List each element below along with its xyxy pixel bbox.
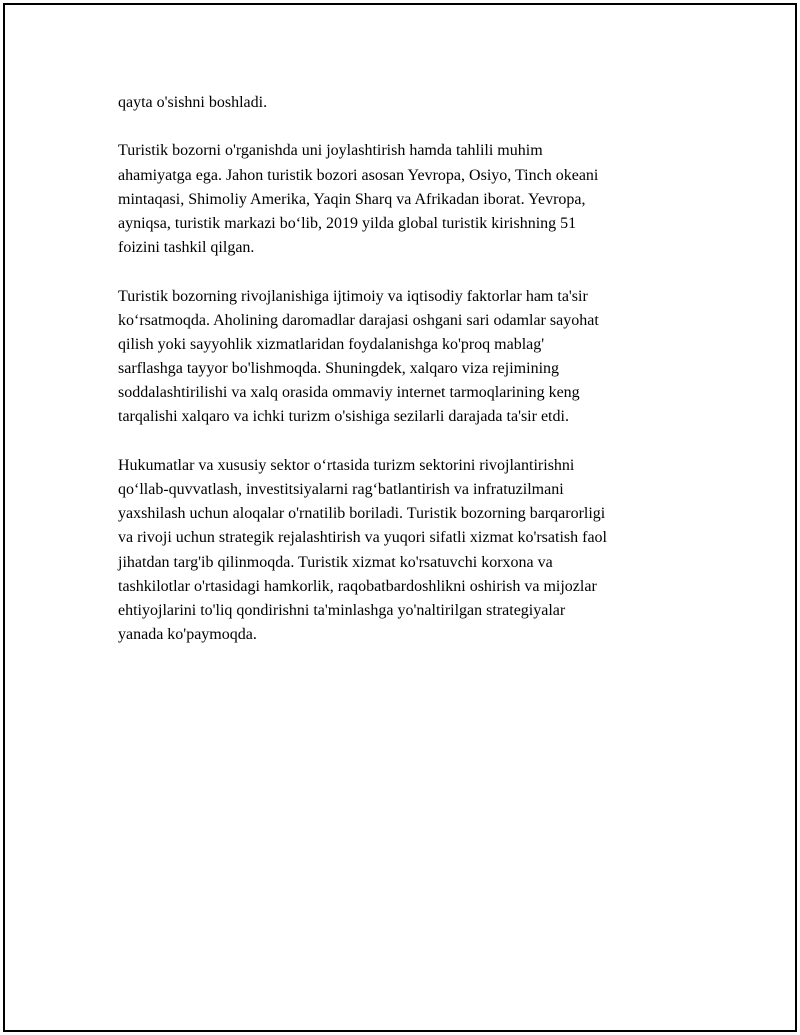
text-line: sarflashga tayyor bo'lishmoqda. Shuningdek, xalqaro viza rejimining — [118, 360, 560, 378]
document-body — [118, 91, 678, 672]
text-line: yaxshilash uchun aloqalar o'rnatilib boriladi. Turistik bozorning barqarorligi — [118, 505, 606, 523]
text-line: qilish yoki sayyohlik xizmatlaridan foydalanishga ko'proq mablag' — [118, 335, 545, 353]
text-line: mintaqasi, Shimoliy Amerika, Yaqin Sharq va Afrikadan iborat. Yevropa, — [118, 190, 586, 208]
text-line: tarqalishi xalqaro va ichki turizm o'sishiga sezilarli darajada ta'sir etdi. — [118, 408, 569, 426]
text-line: ahamiyatga ega. Jahon turistik bozori asosan Yevropa, Osiyo, Tinch okeani — [118, 166, 599, 184]
text-line: ko‘rsatmoqda. Aholining daromadlar darajasi oshgani sari odamlar sayohat — [118, 311, 599, 329]
text-line: va rivoji uchun strategik rejalashtirish va yuqori sifatli xizmat ko'rsatish faol — [118, 529, 607, 547]
text-line: Turistik bozorni o'rganishda uni joylashtirish hamda tahlili muhim — [118, 142, 543, 160]
text-line: Turistik bozorning rivojlanishiga ijtimoiy va iqtisodiy faktorlar ham ta'sir — [118, 287, 588, 305]
text-line: foizini tashkil qilgan. — [118, 239, 255, 257]
text-line: soddalashtirilishi va xalq orasida ommaviy internet tarmoqlarining keng — [118, 384, 580, 402]
text-line: jihatdan targ'ib qilinmoqda. Turistik xizmat ko'rsatuvchi korxona va — [118, 553, 553, 571]
text-line: ehtiyojlarini to'liq qondirishni ta'minlashga yo'naltirilgan strategiyalar — [118, 601, 566, 619]
paragraph-3 — [118, 285, 678, 430]
text-line: Hukumatlar va xususiy sektor o‘rtasida turizm sektorini rivojlantirishni — [118, 456, 575, 474]
text-line: ayniqsa, turistik markazi bo‘lib, 2019 yilda global turistik kirishning 51 — [118, 214, 577, 232]
text-line: qayta o'sishni boshladi. — [118, 94, 268, 111]
text-line: tashkilotlar o'rtasidagi hamkorlik, raqobatbardoshlikni oshirish va mijozlar — [118, 577, 597, 595]
paragraph-1 — [118, 91, 678, 115]
text-line: yanada ko'paymoqda. — [118, 626, 257, 644]
text-line: qo‘llab-quvvatlash, investitsiyalarni rag‘batlantirish va infratuzilmani — [118, 481, 564, 498]
paragraph-4 — [118, 454, 678, 648]
paragraph-2 — [118, 139, 678, 260]
